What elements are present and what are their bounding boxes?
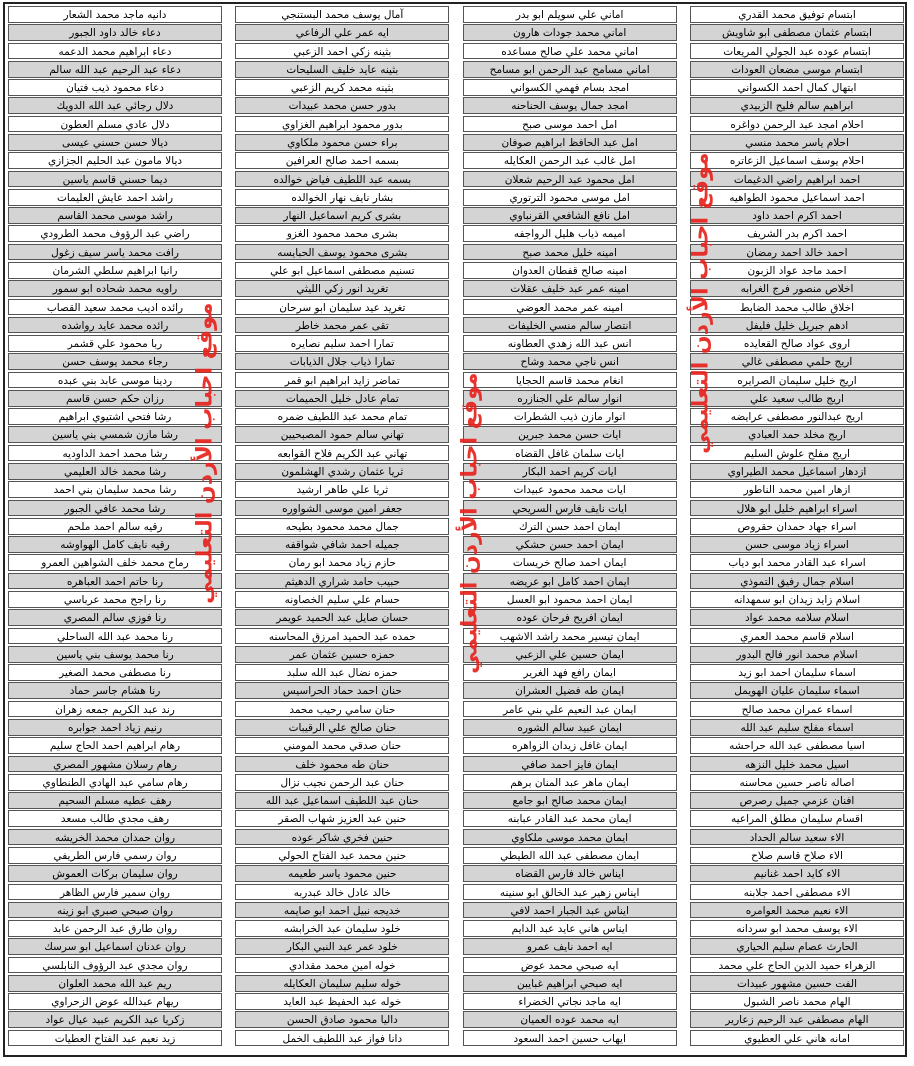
name-cell: ايهاب حسين احمد السعود: [463, 1030, 677, 1047]
name-cell: خلود سليمان عبد الخرابشه: [235, 920, 449, 937]
name-cell: امل عبد الحافظ ابراهيم صوفان: [463, 134, 677, 151]
name-cell: رزان حكم حسن قاسم: [8, 390, 222, 407]
name-cell: ريم عبد الله محمد العلوان: [8, 975, 222, 992]
name-cell: اسلام قاسم محمد العمري: [690, 628, 904, 645]
name-cell: انس عبد الله زهدي العطاونه: [463, 335, 677, 352]
name-cell: روان طارق عبد الرحمن عابد: [8, 920, 222, 937]
name-cell: حنان صدقي محمد المومني: [235, 737, 449, 754]
name-cell: اماني علي سويلم ابو بدر: [463, 6, 677, 23]
name-cell: ثريا عثمان رشدي الهشلمون: [235, 463, 449, 480]
name-cell: ايمان عبيد سالم الشوره: [463, 719, 677, 736]
name-cell: بثينه محمد كريم الزعبي: [235, 79, 449, 96]
name-cell: انتصار سالم منسي الخليفات: [463, 317, 677, 334]
name-cell: حسان صايل عبد الحميد عويمر: [235, 609, 449, 626]
name-cell: تماضر زايد ابراهيم ابو قمر: [235, 372, 449, 389]
name-cell: اسراء ابراهيم خليل ابو هلال: [690, 500, 904, 517]
name-cell: اخلاق طالب محمد الضابط: [690, 299, 904, 316]
name-cell: رانيا ابراهيم سلطي الشرمان: [8, 262, 222, 279]
name-column-3: [235, 6, 449, 1048]
name-cell: تمارا احمد سليم نصايره: [235, 335, 449, 352]
name-cell: امل احمد موسى صبح: [463, 116, 677, 133]
name-cell: رهف عطيه مسلم السحيم: [8, 792, 222, 809]
name-cell: ايناس خالد فارس القضاه: [463, 865, 677, 882]
name-cell: امل موسى محمود الترتوري: [463, 189, 677, 206]
name-cell: ازدهار اسماعيل محمد الطيراوي: [690, 463, 904, 480]
name-cell: بسمه احمد صالح العرافين: [235, 152, 449, 169]
name-cell: ايمان تيسير محمد راشد الاشهب: [463, 628, 677, 645]
name-cell: راشد احمد عايش العليمات: [8, 189, 222, 206]
name-cell: خلود عمر عبد النبي البكار: [235, 938, 449, 955]
name-cell: حنين محمد عبد الفتاح الحولي: [235, 847, 449, 864]
name-cell: دعاء خالد داود الجبور: [8, 24, 222, 41]
name-cell: ايمان افريح فرحان عوده: [463, 609, 677, 626]
name-cell: اريج حلمي مصطفى غالي: [690, 353, 904, 370]
name-cell: دلال عادي مسلم العطون: [8, 116, 222, 133]
name-cell: تقى عمر محمد خاطر: [235, 317, 449, 334]
name-cell: حنين محمود ياسر طعيمه: [235, 865, 449, 882]
name-cell: الفت حسين مشهور عبيدات: [690, 975, 904, 992]
name-cell: اريج عبدالنور مصطفى عرايضه: [690, 408, 904, 425]
name-cell: امينه عمر محمد العوضي: [463, 299, 677, 316]
name-cell: امينه صالح قفطان العدوان: [463, 262, 677, 279]
name-cell: حمزه حسين عثمان عمر: [235, 646, 449, 663]
name-cell: ديما حسني قاسم ياسين: [8, 171, 222, 188]
name-cell: جميله احمد شافي شواقفه: [235, 536, 449, 553]
name-cell: اماني محمد جودات هارون: [463, 24, 677, 41]
name-cell: ابتهال كمال احمد الكسواني: [690, 79, 904, 96]
name-cell: ايات سلمان غافل القضاه: [463, 445, 677, 462]
name-cell: ابتسام عوده عبد الجولي المريعات: [690, 43, 904, 60]
name-cell: الحارث عصام سليم الحياري: [690, 938, 904, 955]
name-cell: حمده عبد الحميد امرزق المحاسنه: [235, 628, 449, 645]
name-cell: بشرى محمود يوسف الحبايسه: [235, 244, 449, 261]
name-cell: ايمان احمد حسن الترك: [463, 518, 677, 535]
name-cell: امل غالب عبد الرحمن العكايله: [463, 152, 677, 169]
name-cell: ايمان مصطفى عبد الله الطيطي: [463, 847, 677, 864]
name-cell: ايات حسن محمد جبرين: [463, 426, 677, 443]
name-cell: الاء مصطفى احمد جلابنه: [690, 884, 904, 901]
name-cell: الاء نعيم محمد العوامره: [690, 902, 904, 919]
name-cell: رشا محمد عافي الجبور: [8, 500, 222, 517]
name-cell: ايمان احمد كامل ابو عريضه: [463, 573, 677, 590]
name-cell: اخلاص منصور فرج الغرابه: [690, 280, 904, 297]
name-cell: خوله امين محمد مقدادي: [235, 957, 449, 974]
name-cell: احمد اكرم احمد داود: [690, 207, 904, 224]
name-cell: رنا محمد يوسف بني ياسين: [8, 646, 222, 663]
name-cell: ردينا موسى عابد بني عبده: [8, 372, 222, 389]
name-cell: رماح محمد خلف الشواهين العمرو: [8, 554, 222, 571]
name-cell: رائده محمد عايد رواشده: [8, 317, 222, 334]
name-cell: ربا محمود علي قشمر: [8, 335, 222, 352]
name-cell: اسيا مصطفى عبد الله حراحشه: [690, 737, 904, 754]
name-cell: حسام علي سليم الخصاونه: [235, 591, 449, 608]
name-cell: احلام امجد عبد الرحمن دواغره: [690, 116, 904, 133]
name-cell: حازم زياد محمد ابو رمان: [235, 554, 449, 571]
name-cell: روان سمير فارس الظاهر: [8, 884, 222, 901]
name-cell: اريج طالب سعيد علي: [690, 390, 904, 407]
name-cell: احمد اسماعيل محمود الطواهيه: [690, 189, 904, 206]
name-cell: امجد جمال يوسف الحناحنه: [463, 97, 677, 114]
name-cell: روان عدنان اسماعيل ابو سرسك: [8, 938, 222, 955]
name-cell: بثينه عايد خليف السليحات: [235, 61, 449, 78]
name-cell: اسماء عمران محمد صالح: [690, 701, 904, 718]
name-cell: حنين فخري شاكر عوده: [235, 829, 449, 846]
name-cell: احلام ياسر محمد منسي: [690, 134, 904, 151]
name-cell: الهام محمد ناصر الشبول: [690, 993, 904, 1010]
name-cell: اريج مخلد حمد العبادي: [690, 426, 904, 443]
name-cell: داليا محمود صادق الحسن: [235, 1011, 449, 1028]
name-cell: تمام عادل خليل الحميمات: [235, 390, 449, 407]
name-cell: ابتسام توفيق محمد القدري: [690, 6, 904, 23]
name-cell: راضي عبد الرؤوف محمد الطرودي: [8, 225, 222, 242]
name-cell: ايه ماجد نجاتي الخضراء: [463, 993, 677, 1010]
name-cell: رهف مجدي طالب مسعد: [8, 810, 222, 827]
name-cell: ايه صبحي ابراهيم غبايبن: [463, 975, 677, 992]
name-cell: دلال رجائي عبد الله الدويك: [8, 97, 222, 114]
name-cell: ايه عمر علي الرفاعي: [235, 24, 449, 41]
name-cell: ازهار امين محمد الناطور: [690, 481, 904, 498]
name-cell: رنا مصطفى محمد الصغير: [8, 664, 222, 681]
name-cell: الهام مصطفى عبد الرحيم زعارير: [690, 1011, 904, 1028]
watermark-col3: موقع احباب الأردن التعليمي: [192, 302, 218, 604]
names-table: [8, 6, 904, 1048]
name-cell: ايمان احمد حسن حشكي: [463, 536, 677, 553]
name-cell: احمد ابراهيم راضي الدغيمات: [690, 171, 904, 188]
name-cell: تسنيم مصطفى اسماعيل ابو علي: [235, 262, 449, 279]
name-cell: رقيه سالم احمد ملحم: [8, 518, 222, 535]
name-cell: الاء سعيد سالم الحداد: [690, 829, 904, 846]
name-cell: امل محمود عبد الرحيم شعلان: [463, 171, 677, 188]
name-cell: احلام يوسف اسماعيل الزعاتره: [690, 152, 904, 169]
name-cell: حنان سامي رحيب محمد: [235, 701, 449, 718]
name-cell: روان حمدان محمد الخريشه: [8, 829, 222, 846]
name-cell: الاء صلاح قاسم صلاح: [690, 847, 904, 864]
name-cell: ايمان غافل زيدان الزواهره: [463, 737, 677, 754]
name-cell: رنا محمد عبد الله الساحلي: [8, 628, 222, 645]
name-cell: زكريا عبد الكريم عبيد عيال عواد: [8, 1011, 222, 1028]
name-cell: ايه احمد نايف عمرو: [463, 938, 677, 955]
name-cell: رائده اديب محمد سعيد القصاب: [8, 299, 222, 316]
name-cell: خالد عادل خالد عبدربه: [235, 884, 449, 901]
name-cell: اماني محمد علي صالح مساعده: [463, 43, 677, 60]
name-cell: رشا فتحي اشتيوي ابراهيم: [8, 408, 222, 425]
name-cell: امينه خليل محمد صبح: [463, 244, 677, 261]
name-cell: راشد موسى محمد القاسم: [8, 207, 222, 224]
name-cell: دعاء ابراهيم محمد الدعمه: [8, 43, 222, 60]
name-cell: حبيب حامد شراري الدهيثم: [235, 573, 449, 590]
name-cell: ايمان حسين علي الزعبي: [463, 646, 677, 663]
name-cell: امل نافع الشافعي القرنباوي: [463, 207, 677, 224]
name-cell: ابتسام عثمان مصطفى ابو شاويش: [690, 24, 904, 41]
name-cell: ايات نايف فارس السريحي: [463, 500, 677, 517]
name-cell: رنا راجح محمد عرباسي: [8, 591, 222, 608]
name-cell: اميمه ذياب هليل الرواجفه: [463, 225, 677, 242]
name-cell: حمزه نضال عبد الله سلبد: [235, 664, 449, 681]
name-cell: جعفر امين موسى الشواوره: [235, 500, 449, 517]
name-cell: تهاني عبد الكريم فلاح القوابعه: [235, 445, 449, 462]
name-column-2: [463, 6, 677, 1048]
name-cell: حنان احمد حماد الحراسيس: [235, 682, 449, 699]
name-cell: اسيل محمد خليل النزهه: [690, 756, 904, 773]
name-cell: دعاء عبد الرحيم عبد الله سالم: [8, 61, 222, 78]
name-cell: ايمان احمد صالح خريسات: [463, 554, 677, 571]
name-cell: خوله عبد الحفيظ عبد العايد: [235, 993, 449, 1010]
name-cell: حنين عبد العزيز شهاب الصقر: [235, 810, 449, 827]
name-cell: رقيه نايف كامل الهواوشه: [8, 536, 222, 553]
name-cell: رشا محمد احمد الداوديه: [8, 445, 222, 462]
name-cell: دانيه ماجد محمد الشعار: [8, 6, 222, 23]
name-cell: انوار سالم علي الجنازره: [463, 390, 677, 407]
name-cell: تغريد عيد سليمان ابو سرحان: [235, 299, 449, 316]
name-cell: الاء كايد احمد غنانيم: [690, 865, 904, 882]
name-cell: اسراء عبد القادر محمد ابو دياب: [690, 554, 904, 571]
name-cell: انغام محمد قاسم الحجايا: [463, 372, 677, 389]
name-cell: ايه محمد عوده العميان: [463, 1011, 677, 1028]
name-cell: ريهام عبدالله عوض الزحراوي: [8, 993, 222, 1010]
name-cell: احمد ماجد عواد الزبون: [690, 262, 904, 279]
name-cell: بسمه عبد اللطيف فياض خوالده: [235, 171, 449, 188]
name-cell: اريج مفلح علوش السليم: [690, 445, 904, 462]
name-cell: تمام محمد عبد اللطيف ضمره: [235, 408, 449, 425]
name-cell: الاء يوسف محمد ابو سردانه: [690, 920, 904, 937]
watermark-col1: موقع احباب الأردن التعليمي: [688, 152, 714, 454]
name-cell: اسماء مفلح سليم عبد الله: [690, 719, 904, 736]
name-cell: رشا محمد خالد العليمي: [8, 463, 222, 480]
name-cell: اقسام سليمان مطلق المراعيه: [690, 810, 904, 827]
name-cell: دانا فواز عبد اللطيف الخمل: [235, 1030, 449, 1047]
name-cell: ايمان فايز احمد صافي: [463, 756, 677, 773]
name-cell: رهام ابراهيم احمد الحاج سليم: [8, 737, 222, 754]
name-cell: اريج خليل سليمان الصرايره: [690, 372, 904, 389]
name-cell: احمد اكرم بدر الشريف: [690, 225, 904, 242]
name-cell: رند عبد الكريم جمعه زهران: [8, 701, 222, 718]
name-cell: جمال محمد محمود بطيحه: [235, 518, 449, 535]
name-cell: حنان عبد الرحمن نجيب نزال: [235, 774, 449, 791]
name-cell: بشار نايف نهار الخوالده: [235, 189, 449, 206]
name-cell: اماني مسامح عبد الرحمن ابو مسامح: [463, 61, 677, 78]
name-cell: ديالا حسن حسني عيسى: [8, 134, 222, 151]
name-cell: ايات كريم احمد البكار: [463, 463, 677, 480]
name-cell: رهام رسلان مشهور المصري: [8, 756, 222, 773]
name-cell: براء حسن محمود ملكاوي: [235, 134, 449, 151]
name-cell: رافت محمد ياسر سيف زغول: [8, 244, 222, 261]
name-cell: اسراء زياد موسى حسن: [690, 536, 904, 553]
name-cell: خوله سليم سليمان العكايله: [235, 975, 449, 992]
name-cell: اسماء سليمان احمد ابو زيد: [690, 664, 904, 681]
name-cell: روان مجدي عبد الرؤوف النابلسي: [8, 957, 222, 974]
name-cell: ايمان احمد محمود ابو العسل: [463, 591, 677, 608]
name-cell: اسلام جمال رفيق التموذي: [690, 573, 904, 590]
name-cell: رجاء محمد يوسف حسن: [8, 353, 222, 370]
name-cell: ايمان محمد عبد القادر عبابنه: [463, 810, 677, 827]
name-cell: اسماء سليمان عليان الهويمل: [690, 682, 904, 699]
name-cell: روان رسمي فارس الطريفي: [8, 847, 222, 864]
watermark-col2: موقع احباب الأردن التعليمي: [457, 372, 483, 674]
name-cell: بدور حسن محمد عبيدات: [235, 97, 449, 114]
name-cell: روان سليمان بركات العموش: [8, 865, 222, 882]
name-cell: رنا هشام جاسر حماد: [8, 682, 222, 699]
name-cell: آمال يوسف محمد البستنجي: [235, 6, 449, 23]
name-cell: ايمان ماهر عبد المنان برهم: [463, 774, 677, 791]
name-cell: اسلام محمد انور فالح البدور: [690, 646, 904, 663]
name-cell: اصاله ناصر حسين محاسنه: [690, 774, 904, 791]
name-cell: راويه محمد شحاده ابو سمور: [8, 280, 222, 297]
name-cell: بثينه زكي احمد الزعبي: [235, 43, 449, 60]
name-cell: روان صبحي صبري ابو زينه: [8, 902, 222, 919]
name-cell: ايمان محمد موسى ملكاوي: [463, 829, 677, 846]
name-cell: رنا فوزي سالم المصري: [8, 609, 222, 626]
name-cell: اسراء جهاد حمدان حقروص: [690, 518, 904, 535]
name-cell: رنا حاتم احمد العباهره: [8, 573, 222, 590]
name-cell: ايمان رافع فهد الغرير: [463, 664, 677, 681]
name-cell: تغريد انور زكي الليثي: [235, 280, 449, 297]
name-cell: ايمان طه فضيل العشران: [463, 682, 677, 699]
name-cell: خديجه نبيل احمد ابو صايمه: [235, 902, 449, 919]
name-cell: اسلام زايد زيدان ابو سمهدانه: [690, 591, 904, 608]
name-cell: ابراهيم سالم فليح الزبيدي: [690, 97, 904, 114]
name-cell: حنان طه محمود خلف: [235, 756, 449, 773]
name-cell: حنان عبد اللطيف اسماعيل عبد الله: [235, 792, 449, 809]
name-cell: ايناس عبد الجبار احمد لافي: [463, 902, 677, 919]
name-cell: تمارا ذياب جلال الذيابات: [235, 353, 449, 370]
name-cell: بشرى محمد محمود الغزو: [235, 225, 449, 242]
name-cell: رشا محمد سليمان بني احمد: [8, 481, 222, 498]
name-cell: رشا مازن شمسي بني ياسين: [8, 426, 222, 443]
name-cell: تهاني سالم حمود المصبحيين: [235, 426, 449, 443]
name-cell: انس ناجي محمد وشاح: [463, 353, 677, 370]
name-column-4: [8, 6, 222, 1048]
name-cell: حنان صالح علي الرقيبات: [235, 719, 449, 736]
name-cell: اسلام سلامه محمد عواد: [690, 609, 904, 626]
name-cell: انوار مازن ذيب الشطرات: [463, 408, 677, 425]
name-cell: احمد خالد احمد رمضان: [690, 244, 904, 261]
name-cell: ايه صبحي محمد عوض: [463, 957, 677, 974]
name-cell: بشرى كريم اسماعيل النهار: [235, 207, 449, 224]
name-cell: اروى عواد صالح القعايده: [690, 335, 904, 352]
name-cell: الزهراء حميد الدين الحاج علي محمد: [690, 957, 904, 974]
name-cell: رهام سامي عبد الهادي الطنطاوي: [8, 774, 222, 791]
name-cell: ادهم جبريل خليل فليفل: [690, 317, 904, 334]
name-cell: امانه هاني علي العطيوي: [690, 1030, 904, 1047]
name-cell: ثريا علي طاهر ارشيد: [235, 481, 449, 498]
name-cell: افنان عزمي جميل رصرص: [690, 792, 904, 809]
name-cell: بدور محمود ابراهيم الغزاوي: [235, 116, 449, 133]
name-cell: ايمان محمد صالح ابو جامع: [463, 792, 677, 809]
name-cell: امينه عمر عبد خليف عقلات: [463, 280, 677, 297]
name-cell: ايمان عبد النعيم علي بني عامر: [463, 701, 677, 718]
name-cell: ديالا مامون عبد الحليم الجزازي: [8, 152, 222, 169]
name-cell: ابتسام موسى مضعان العودات: [690, 61, 904, 78]
name-column-1: [690, 6, 904, 1048]
name-cell: ايناس هاني عايد عبد الدايم: [463, 920, 677, 937]
name-cell: زيد نعيم عبد الفتاح العطيات: [8, 1030, 222, 1047]
name-cell: ايات محمد محمود عبيدات: [463, 481, 677, 498]
name-cell: امجد بسام فهمي الكسواني: [463, 79, 677, 96]
name-cell: دعاء محمود ذيب فتيان: [8, 79, 222, 96]
name-cell: ايناس زهير عبد الخالق ابو سنينه: [463, 884, 677, 901]
name-cell: رنيم زياد احمد جوابره: [8, 719, 222, 736]
